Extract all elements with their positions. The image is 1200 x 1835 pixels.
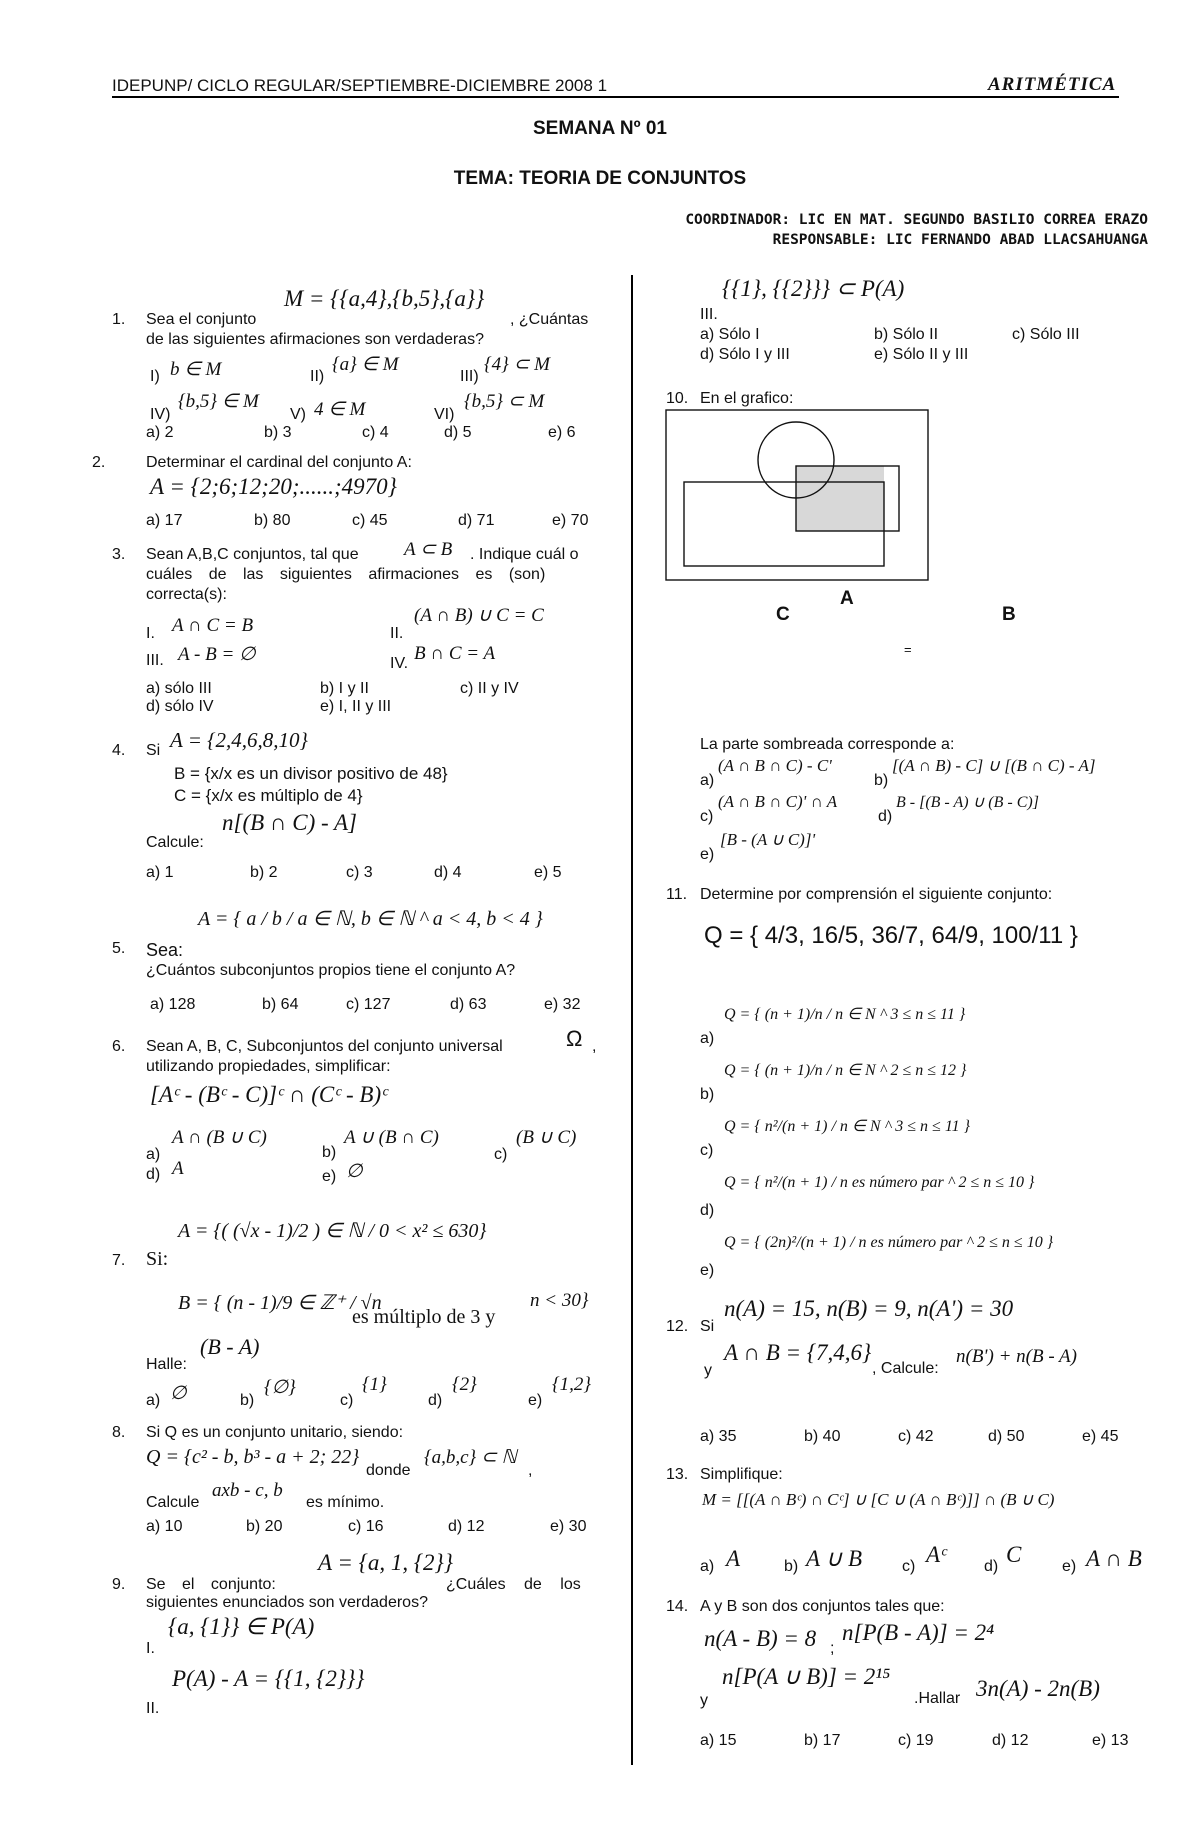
header-rule [112,96,1119,98]
venn-label-b: B [1002,604,1016,625]
venn-diagram [664,408,932,584]
coordinator: COORDINADOR: LIC EN MAT. SEGUNDO BASILIO CORREA ERAZO [685,212,1148,228]
omega-symbol: Ω [566,1026,583,1051]
week-title: SEMANA Nº 01 [533,118,667,139]
responsible: RESPONSABLE: LIC FERNANDO ABAD LLACSAHUANGA [772,232,1148,248]
topic-title: TEMA: TEORIA DE CONJUNTOS [453,168,747,189]
venn-label-a: A [840,588,854,609]
header-left: IDEPUNP/ CICLO REGULAR/SEPTIEMBRE-DICIEMBRE 2008 1 [112,76,608,95]
shaded-region [796,466,884,531]
venn-label-c: C [776,604,790,625]
header-subject: ARITMÉTICA [988,74,1117,95]
column-divider [631,275,633,1765]
